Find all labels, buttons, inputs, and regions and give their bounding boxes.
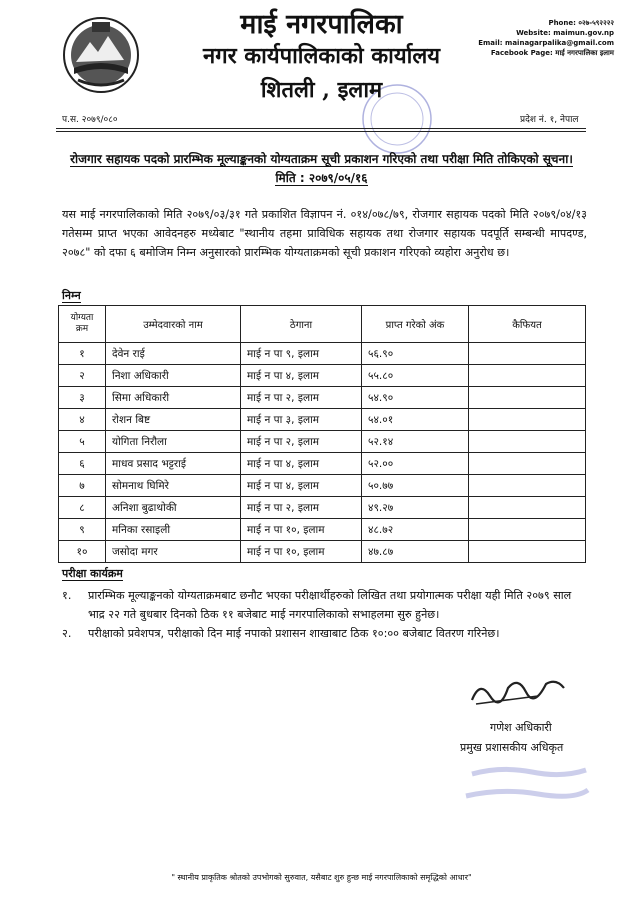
- notice-body: यस माई नगरपालिकाको मिति २०७९/०३/३१ गते प्रकाशित विज्ञापन नं. ०१४/०७८/७९, रोजगार सहायक पदको मिति २०७९/०४/१३ गतेसम्म प्राप्त भएका आवेदनहरु मध्येबाट "स्थानीय तहमा प्राविधिक सहायक तथा रोजगार सहायक पदपूर्ति सम्बन्धी मापदण्ड, २०७८" को दफा ६ बमोजिम निम्न अनुसारको प्रारम्भिक योग्यताक्रमको सूची प्रकाशन गरिएको व्यहोरा अनुरोध छ।: [62, 208, 587, 259]
- office-name: नगर कार्यपालिकाको कार्यालय: [203, 43, 440, 69]
- address-cell: माई न पा २, इलाम: [241, 431, 362, 453]
- name-cell: सिमा अधिकारी: [106, 387, 241, 409]
- score-cell: ५०.७७: [362, 475, 469, 497]
- list-label: [62, 288, 81, 303]
- contact-phone: Phone: ०२७-५९२२२२: [548, 19, 614, 27]
- rank-cell: ४: [59, 409, 106, 431]
- table-row: [59, 343, 586, 365]
- exam-item-text: परीक्षाको प्रवेशपत्र, परीक्षाको दिन माई नपाको प्रशासन शाखाबाट ठिक १०:०० बजेबाट वितरण गरिनेछ।: [88, 627, 500, 640]
- list-item: [62, 586, 587, 624]
- address-cell: माई न पा २, इलाम: [241, 497, 362, 519]
- remarks-cell: [469, 431, 586, 453]
- list-item: [62, 624, 587, 643]
- address-cell: माई न पा १०, इलाम: [241, 519, 362, 541]
- name-cell: जसोदा मगर: [106, 541, 241, 563]
- table-row: [59, 541, 586, 563]
- exam-heading: [62, 566, 123, 581]
- list-label-text: निम्न: [62, 289, 81, 302]
- name-cell: रोशन बिष्ट: [106, 409, 241, 431]
- merit-list-table: [58, 305, 586, 563]
- header-divider: [56, 128, 586, 129]
- score-cell: ५४.०१: [362, 409, 469, 431]
- remarks-cell: [469, 519, 586, 541]
- signatory-role: प्रमुख प्रशासकीय अधिकृत: [460, 741, 564, 754]
- rank-cell: ६: [59, 453, 106, 475]
- exam-item-number: १.: [62, 589, 72, 602]
- remarks-cell: [469, 453, 586, 475]
- address-cell: माई न पा ९, इलाम: [241, 343, 362, 365]
- address-cell: माई न पा ४, इलाम: [241, 475, 362, 497]
- notice-date-text: मिति : २०७९/०५/१६: [275, 171, 368, 185]
- address-cell: माई न पा १०, इलाम: [241, 541, 362, 563]
- exam-list: [62, 586, 587, 643]
- name-cell: देवेन राई: [106, 343, 241, 365]
- contact-facebook: Facebook Page: माई नगरपालिका इलाम: [490, 49, 614, 57]
- contact-website: Website: maimun.gov.np: [516, 29, 614, 37]
- notice-title: [0, 150, 643, 167]
- table-body: [59, 343, 586, 563]
- score-cell: ५२.१४: [362, 431, 469, 453]
- address-cell: माई न पा ४, इलाम: [241, 453, 362, 475]
- table-row: [59, 365, 586, 387]
- name-cell: सोमनाथ घिमिरे: [106, 475, 241, 497]
- table-row: [59, 475, 586, 497]
- municipality-name: माई नगरपालिका: [240, 9, 403, 40]
- remarks-cell: [469, 541, 586, 563]
- score-cell: ५५.८०: [362, 365, 469, 387]
- rank-cell: ८: [59, 497, 106, 519]
- rank-cell: ७: [59, 475, 106, 497]
- table-row: [59, 453, 586, 475]
- score-cell: ४९.२७: [362, 497, 469, 519]
- score-cell: ४८.७२: [362, 519, 469, 541]
- rank-cell: ३: [59, 387, 106, 409]
- rank-cell: ९: [59, 519, 106, 541]
- header-divider-secondary: [56, 131, 586, 132]
- remarks-cell: [469, 343, 586, 365]
- table-row: [59, 409, 586, 431]
- signature-icon: [468, 670, 568, 710]
- remarks-cell: [469, 409, 586, 431]
- name-cell: निशा अधिकारी: [106, 365, 241, 387]
- contact-email: Email: mainagarpalika@gmail.com: [478, 39, 614, 47]
- notice-title-text: रोजगार सहायक पदको प्रारम्भिक मूल्याङ्कनको योग्यताक्रम सूची प्रकाशन गरिएको तथा परीक्षा मिति तोकिएको सूचना।: [70, 152, 573, 166]
- name-cell: मनिका रसाइली: [106, 519, 241, 541]
- header-score: प्राप्त गरेको अंक: [362, 306, 469, 343]
- exam-item-number: २.: [62, 627, 72, 640]
- header-remarks: कैफियत: [469, 306, 586, 343]
- remarks-cell: [469, 497, 586, 519]
- table-row: [59, 519, 586, 541]
- remarks-cell: [469, 387, 586, 409]
- name-cell: माधव प्रसाद भट्टराई: [106, 453, 241, 475]
- remarks-cell: [469, 365, 586, 387]
- score-cell: ५२.००: [362, 453, 469, 475]
- rank-cell: २: [59, 365, 106, 387]
- notice-date: [0, 169, 643, 186]
- header-address: ठेगाना: [241, 306, 362, 343]
- name-cell: अनिशा बुढाथोकी: [106, 497, 241, 519]
- table-row: [59, 497, 586, 519]
- office-location: शितली , इलाम: [260, 77, 383, 103]
- table-row: [59, 431, 586, 453]
- header-rank: योग्यता क्रम: [59, 306, 106, 343]
- footer-motto: " स्थानीय प्राकृतिक श्रोतको उपभोगको सुरुवात, यसैबाट शुरु हुन्छ माई नगरपालिकाको समृद्धिको आधार": [171, 873, 472, 882]
- reference-number: प.स. २०७९/०८०: [62, 115, 118, 125]
- rank-cell: १: [59, 343, 106, 365]
- exam-item-text: प्रारम्भिक मूल्याङ्कनको योग्यताक्रमबाट छनौट भएका परीक्षार्थीहरुको लिखित तथा प्रयोगात्मक परीक्षा यही मिति २०७९ साल भाद्र २२ गते बुधबार दिनको ठिक ११ बजेबाट माई नगरपालिकाको सभाहलमा सुरु हुनेछ।: [88, 589, 572, 621]
- table-header-row: [59, 306, 586, 343]
- address-cell: माई न पा ४, इलाम: [241, 365, 362, 387]
- address-cell: माई न पा ३, इलाम: [241, 409, 362, 431]
- rank-cell: १०: [59, 541, 106, 563]
- contact-block: [472, 18, 614, 58]
- name-cell: योगिता निरौला: [106, 431, 241, 453]
- table-row: [59, 387, 586, 409]
- score-cell: ५६.९०: [362, 343, 469, 365]
- score-cell: ४७.८७: [362, 541, 469, 563]
- address-cell: माई न पा २, इलाम: [241, 387, 362, 409]
- official-stamp-icon: [462, 760, 592, 810]
- province-label: प्रदेश नं. १, नेपाल: [520, 115, 579, 125]
- rank-cell: ५: [59, 431, 106, 453]
- header-name: उम्मेदवारको नाम: [106, 306, 241, 343]
- signatory-name: गणेश अधिकारी: [490, 721, 552, 734]
- score-cell: ५४.९०: [362, 387, 469, 409]
- exam-heading-text: परीक्षा कार्यक्रम: [62, 567, 123, 580]
- remarks-cell: [469, 475, 586, 497]
